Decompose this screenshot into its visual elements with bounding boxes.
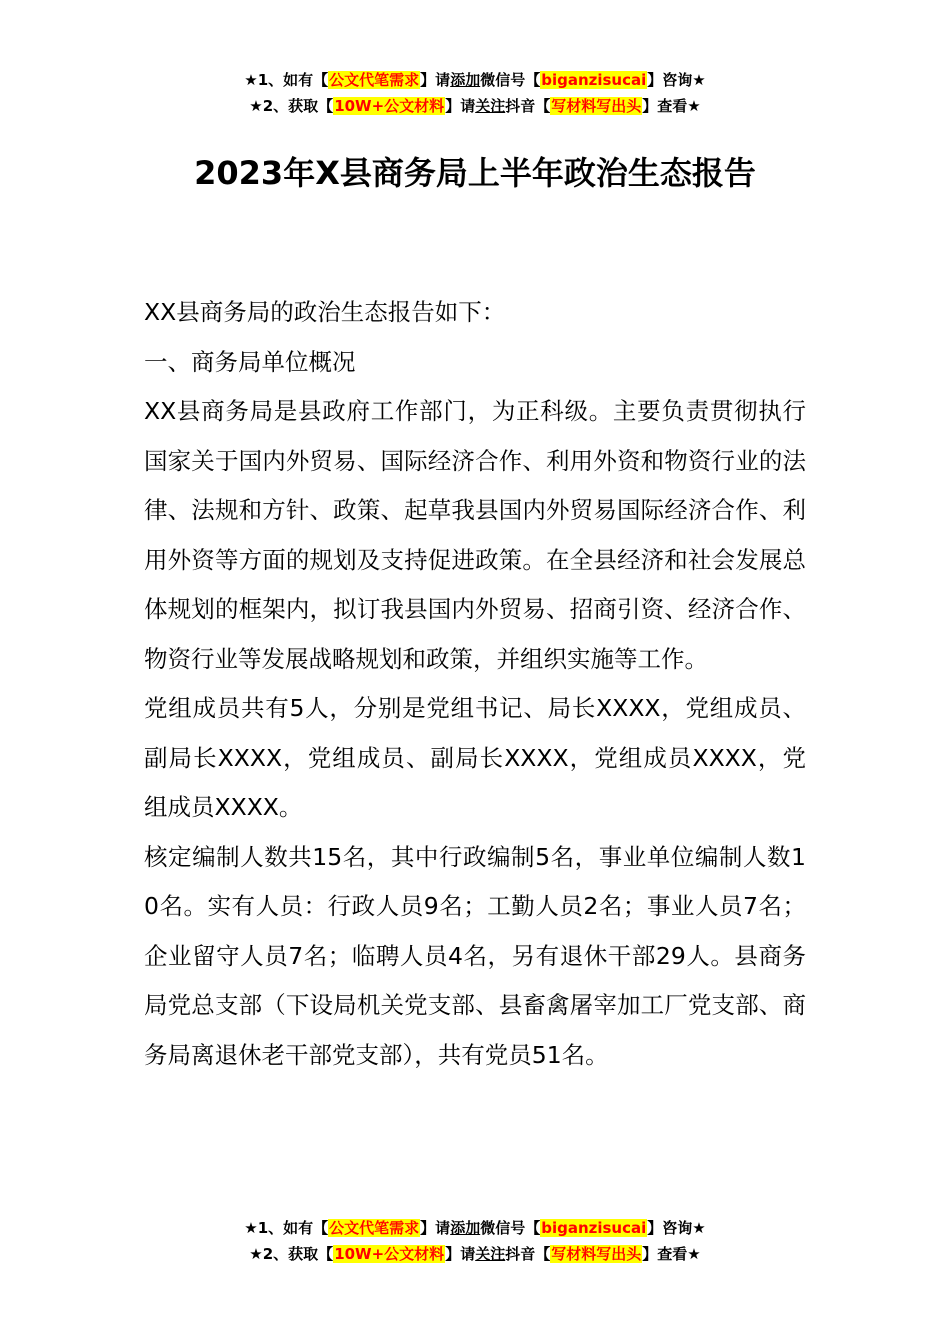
banner-text: 】请	[420, 71, 451, 89]
banner-text: 】请	[445, 97, 476, 115]
banner-text: 】查看★	[642, 97, 701, 115]
document-title: 2023年X县商务局上半年政治生态报告	[194, 154, 756, 192]
banner-text: ★1、如有【	[244, 1219, 329, 1237]
banner-text: 抖音【	[505, 1245, 551, 1263]
paragraph-staffing: 核定编制人数共15名，其中行政编制5名，事业单位编制人数10名。实有人员：行政人员9名；工勤人员2名；事业人员7名；企业留守人员7名；临聘人员4名，另有退休干部29人。县商务局党总支部（下设局机关党支部、县畜禽屠宰加工厂党支部、商务局离退休老干部党支部），共有党员51名。	[144, 842, 806, 1069]
paragraph-intro: XX县商务局的政治生态报告如下：	[144, 298, 506, 326]
section-heading: 一、商务局单位概况	[144, 347, 356, 376]
banner-highlight: 写材料写出头	[551, 1245, 642, 1263]
banner-highlight: 公文代笔需求	[329, 71, 420, 89]
document-body	[144, 288, 806, 1080]
banner-text: 】咨询★	[647, 1219, 706, 1237]
banner-highlight: biganzisucai	[541, 1219, 647, 1237]
paragraph-overview: XX县商务局是县政府工作部门，为正科级。主要负责贯彻执行国家关于国内外贸易、国际经济合作、利用外资和物资行业的法律、法规和方针、政策、起草我县国内外贸易国际经济合作、利用外资等方面的规划及支持促进政策。在全县经济和社会发展总体规划的框架内，拟订我县国内外贸易、招商引资、经济合作、物资行业等发展战略规划和政策，并组织实施等工作。	[144, 397, 806, 673]
banner-highlight: biganzisucai	[541, 71, 647, 89]
banner-highlight: 10W+公文材料	[334, 1245, 445, 1263]
header-banner	[0, 67, 950, 119]
banner-text: ★2、获取【	[249, 1245, 334, 1263]
banner-text: ★1、如有【	[244, 71, 329, 89]
banner-text: 微信号【	[480, 1219, 541, 1237]
footer-banner	[0, 1215, 950, 1267]
banner-text: 】请	[420, 1219, 451, 1237]
banner-emphasis: 关注	[475, 97, 506, 115]
banner-text: 】查看★	[642, 1245, 701, 1263]
banner-highlight: 写材料写出头	[551, 97, 642, 115]
banner-text: 微信号【	[480, 71, 541, 89]
banner-emphasis: 添加	[450, 1219, 481, 1237]
banner-emphasis: 添加	[450, 71, 481, 89]
banner-highlight: 公文代笔需求	[329, 1219, 420, 1237]
banner-text: 】咨询★	[647, 71, 706, 89]
header-banner-line-1	[0, 67, 950, 93]
banner-highlight: 10W+公文材料	[334, 97, 445, 115]
banner-text: ★2、获取【	[249, 97, 334, 115]
banner-text: 】请	[445, 1245, 476, 1263]
footer-banner-line-1	[0, 1215, 950, 1241]
banner-emphasis: 关注	[475, 1245, 506, 1263]
header-banner-line-2	[0, 93, 950, 119]
paragraph-party-members: 党组成员共有5人，分别是党组书记、局长XXXX，党组成员、副局长XXXX，党组成员、副局长XXXX，党组成员XXXX，党组成员XXXX。	[144, 694, 806, 821]
footer-banner-line-2	[0, 1241, 950, 1267]
banner-text: 抖音【	[505, 97, 551, 115]
